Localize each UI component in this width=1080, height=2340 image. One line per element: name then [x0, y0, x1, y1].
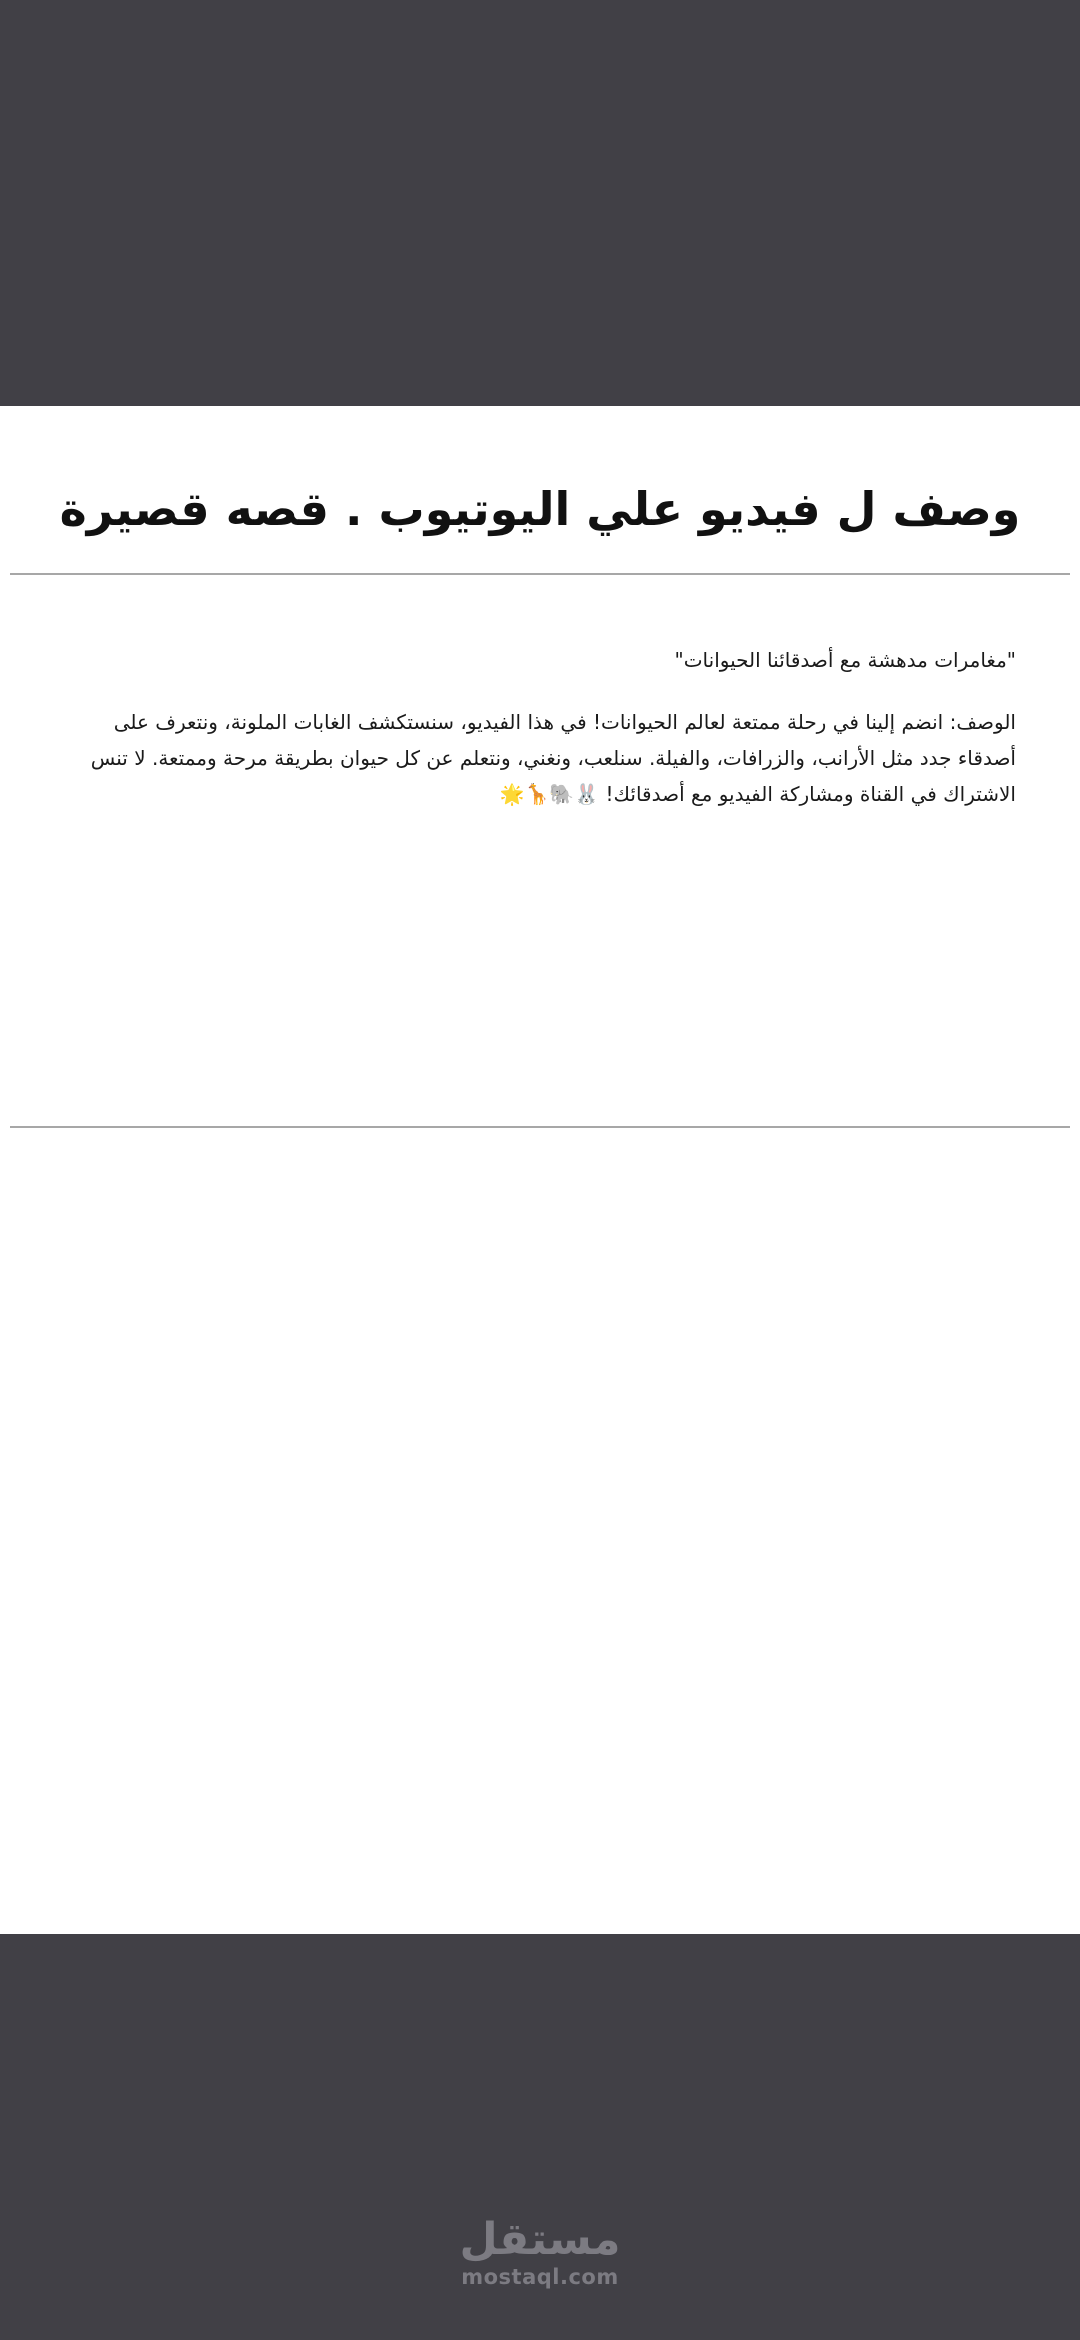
top-dark-band: [0, 0, 1080, 406]
document-title: وصف ل فيديو علي اليوتيوب . قصه قصيرة: [59, 482, 1021, 536]
bottom-dark-band: [0, 1934, 1080, 2340]
document-body: [80, 642, 1016, 812]
bottom-divider: [10, 1126, 1070, 1128]
document-page: [0, 406, 1080, 1934]
logo-domain-text: mostaql.com: [461, 2265, 619, 2289]
video-description-text: الوصف: انضم إلينا في رحلة ممتعة لعالم الحيوانات! في هذا الفيديو، سنستكشف الغابات الملونة، ونتعرف على أصدقاء جدد مثل الأرانب، والزرافات، والفيلة. سنلعب، ونغني، ونتعلم عن كل حيوان بطريقة مرحة وممتعة. لا تنس الاشتراك في القناة ومشاركة الفيديو مع أصدقائك! 🐰🐘🦒🌟: [90, 710, 1016, 806]
video-title-text: "مغامرات مدهشة مع أصدقائنا الحيوانات": [674, 648, 1016, 672]
mostaql-logo: [0, 2216, 1080, 2290]
title-divider: [10, 573, 1070, 575]
logo-arabic-text: مستقل: [459, 2214, 621, 2265]
